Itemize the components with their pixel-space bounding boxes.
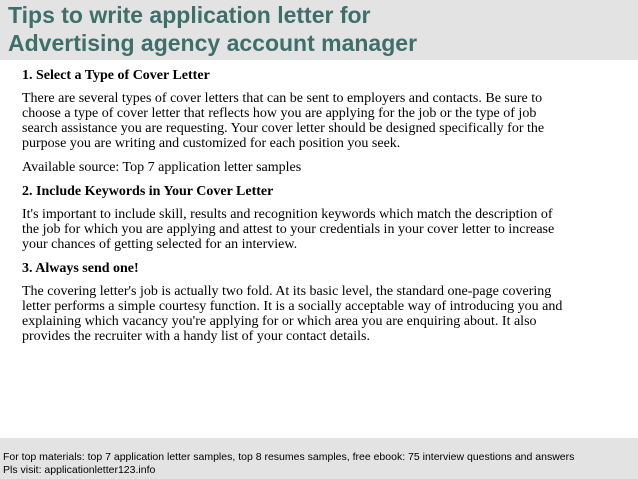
paragraph-line: the job for which you are applying and attest to your credentials in your cover letter to increase [22, 222, 555, 237]
page-title-line-2: Advertising agency account manager [8, 30, 418, 56]
paragraph-line: It's important to include skill, results and recognition keywords which match the description of [22, 207, 553, 222]
section-heading: 3. Always send one! [22, 261, 139, 276]
section-paragraph [22, 207, 612, 252]
slide-content [22, 68, 612, 353]
section-1 [22, 68, 612, 175]
paragraph-line: your chances of getting selected for an interview. [22, 237, 298, 252]
paragraph-line: explaining which vacancy you're applying for or which area you are enquiring about. It also [22, 314, 537, 329]
section-paragraph [22, 91, 612, 151]
paragraph-line: search assistance you are requesting. Your cover letter should be designed specifically for the [22, 121, 545, 136]
footer-line-2: Pls visit: applicationletter123.info [3, 464, 156, 476]
available-source-line: Available source: Top 7 application letter samples [22, 160, 302, 175]
page-title-line-1: Tips to write application letter for [8, 2, 371, 28]
paragraph-line: provides the recruiter with a handy list of your contact details. [22, 329, 370, 344]
paragraph-line: choose a type of cover letter that reflects how you are applying for the job or the type of job [22, 106, 537, 121]
paragraph-line: There are several types of cover letters that can be sent to employers and contacts. Be sure to [22, 91, 543, 106]
footer-bar [0, 438, 638, 479]
section-3 [22, 261, 612, 344]
title-bar [0, 0, 638, 60]
paragraph-line: The covering letter's job is actually two fold. At its basic level, the standard one-page covering [22, 284, 552, 299]
section-paragraph [22, 284, 612, 344]
section-heading: 1. Select a Type of Cover Letter [22, 68, 210, 83]
section-heading: 2. Include Keywords in Your Cover Letter [22, 184, 274, 199]
section-2 [22, 184, 612, 252]
paragraph-line: purpose you are writing and customized for each position you seek. [22, 136, 401, 151]
footer-line-1: For top materials: top 7 application letter samples, top 8 resumes samples, free ebook: 75 interview questions and answers [3, 451, 575, 463]
paragraph-line: letter performs a simple courtesy function. It is a socially acceptable way of introducing you and [22, 299, 563, 314]
section-paragraph [22, 160, 612, 175]
